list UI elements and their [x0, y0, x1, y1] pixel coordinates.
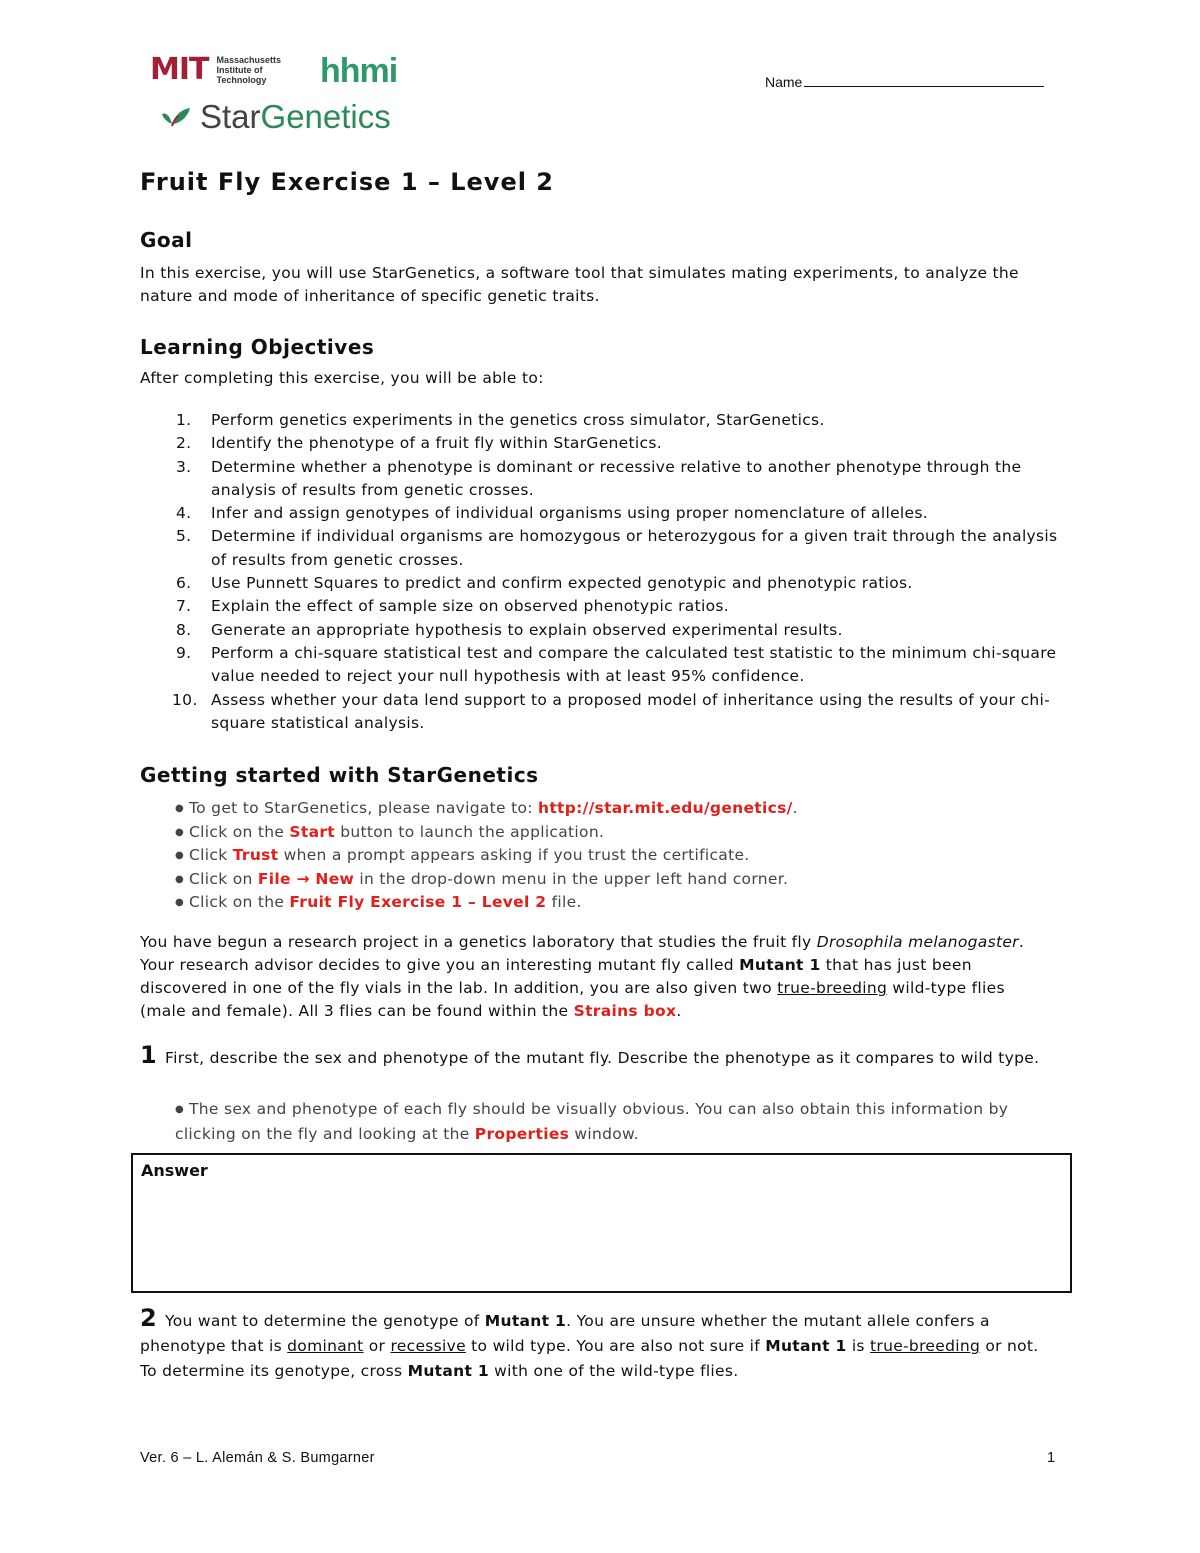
goal-text: In this exercise, you will use StarGenetics, a software tool that simulates mating experiments, to analyze the nature and mode of inheritance of specific genetic traits. — [140, 264, 1019, 305]
name-field[interactable]: Name — [765, 74, 1044, 90]
list-item: ● Click on the Fruit Fly Exercise 1 – Level 2 file. — [175, 893, 582, 911]
objectives-heading: Learning Objectives — [140, 335, 375, 359]
answer-label: Answer — [141, 1161, 208, 1180]
stargenetics-logo — [160, 98, 391, 136]
bullet-icon: ● — [175, 1104, 185, 1115]
list-item: ● Click on the Start button to launch the application. — [175, 822, 605, 841]
bullet-icon: ● — [175, 803, 185, 814]
leaf-icon — [160, 106, 192, 128]
objectives-list — [140, 409, 1060, 735]
list-item: 5. Determine if individual organisms are homozygous or heterozygous for a given trait through the analysis of results from genetic crosses. — [176, 527, 1058, 569]
bullet-icon: ● — [175, 873, 185, 885]
stargenetics-genetics: Genetics — [260, 98, 391, 135]
list-item: 8. Generate an appropriate hypothesis to explain observed experimental results. — [176, 620, 843, 639]
list-item: 10. Assess whether your data lend support to a proposed model of inheritance using the results of your chi-square statistical analysis. — [172, 690, 1051, 732]
bullet-icon: ● — [175, 850, 185, 861]
footer-version: Ver. 6 – L. Alemán & S. Bumgarner — [140, 1450, 375, 1466]
getting-started-steps — [175, 797, 798, 915]
mit-logo — [150, 52, 291, 87]
hhmi-logo: hhmi — [320, 52, 398, 90]
objectives-intro: After completing this exercise, you will be able to: — [140, 369, 544, 387]
list-item: 9. Perform a chi-square statistical test and compare the calculated test statistic to the minimum chi-square value needed to reject your null hypothesis with at least 95% confidence. — [176, 643, 1057, 686]
question-number: 2 — [140, 1304, 157, 1332]
name-underline — [804, 74, 1044, 87]
list-item: ● Click Trust when a prompt appears asking if you trust the certificate. — [175, 846, 750, 864]
list-item: 1. Perform genetics experiments in the genetics cross simulator, StarGenetics. — [176, 411, 825, 429]
list-item: 3. Determine whether a phenotype is dominant or recessive relative to another phenotype through the analysis of results from genetic crosses. — [176, 457, 1022, 499]
answer-box[interactable] — [131, 1153, 1072, 1293]
bullet-icon: ● — [175, 897, 185, 908]
stargenetics-star: Star — [200, 98, 261, 135]
list-item: 4. Infer and assign genotypes of individual organisms using proper nomenclature of alleles. — [176, 504, 928, 523]
question-number: 1 — [140, 1041, 157, 1069]
intro-paragraph: You have begun a research project in a genetics laboratory that studies the fruit fly Drosophila melanogaster. Your research advisor decides to give you an interesting mutant fly called Mutant 1 that has just been discovered in one of the fly vials in the lab. In addition, you are also given two true-breeding wild-type flies (male and female). All 3 flies can be found within the Strains box. — [140, 933, 1025, 1020]
stargenetics-link[interactable]: http://star.mit.edu/genetics/ — [537, 799, 793, 817]
list-item: 7. Explain the effect of sample size on observed phenotypic ratios. — [176, 597, 729, 616]
list-item: 6. Use Punnett Squares to predict and confirm expected genotypic and phenotypic ratios. — [176, 574, 913, 593]
question-1-hint: ● The sex and phenotype of each fly should be visually obvious. You can also obtain this information by clicking on the fly and looking at the Properties window. — [175, 1100, 1009, 1143]
page-number: 1 — [1047, 1450, 1056, 1466]
mit-logo-text: Massachusetts Institute of Technology — [216, 55, 282, 85]
list-item: 2. Identify the phenotype of a fruit fly within StarGenetics. — [176, 434, 662, 453]
question-1: 1 First, describe the sex and phenotype of the mutant fly. Describe the phenotype as it compares to wild type. — [140, 1041, 1040, 1069]
mit-logo-mark: MIT — [150, 52, 209, 87]
bullet-icon: ● — [175, 826, 185, 838]
getting-started-heading: Getting started with StarGenetics — [140, 763, 539, 787]
page-title: Fruit Fly Exercise 1 – Level 2 — [140, 168, 554, 196]
goal-heading: Goal — [140, 228, 193, 252]
list-item: ● To get to StarGenetics, please navigate to: http://star.mit.edu/genetics/. — [175, 799, 798, 817]
list-item: ● Click on File → New in the drop-down menu in the upper left hand corner. — [175, 869, 789, 888]
question-2: 2 You want to determine the genotype of Mutant 1. You are unsure whether the mutant allele confers a phenotype that is dominant or recessive to wild type. You are also not sure if Mutant 1 is true-breeding or not. To determine its genotype, cross Mutant 1 with one of the wild-type flies. — [140, 1304, 1039, 1380]
